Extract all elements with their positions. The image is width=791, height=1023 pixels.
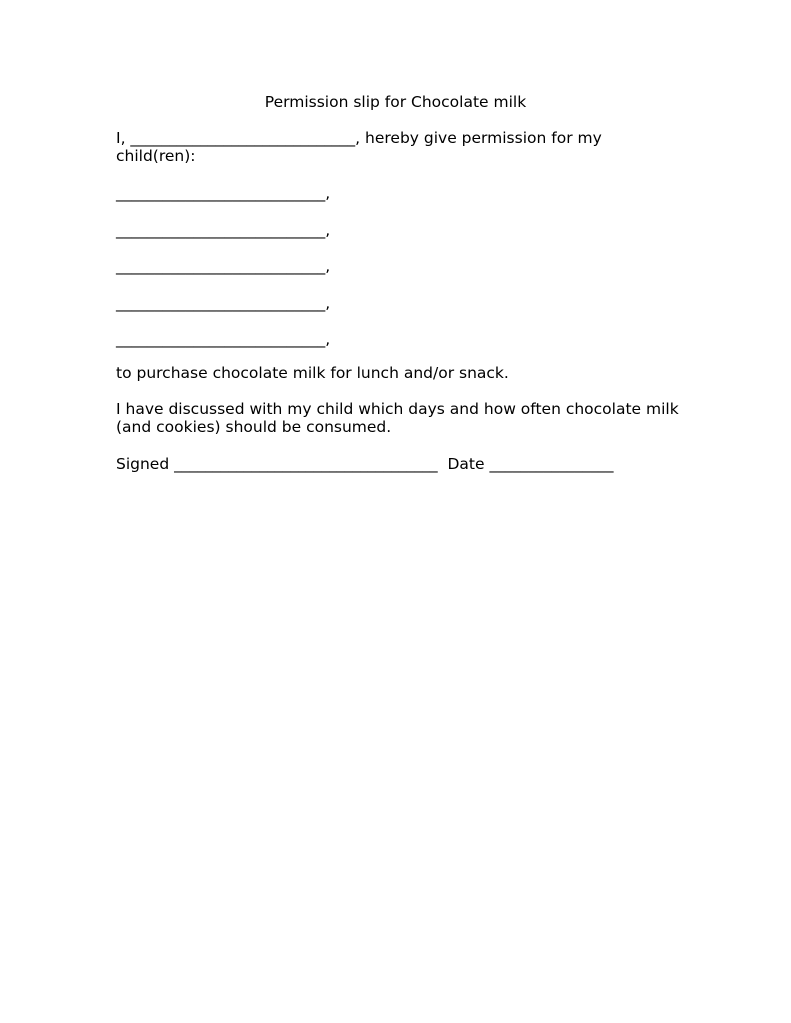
discussion-line-1: I have discussed with my child which days and how often chocolate milk xyxy=(116,400,679,418)
child-name-line-2: ___________________________, xyxy=(116,221,331,239)
document-title: Permission slip for Chocolate milk xyxy=(264,93,527,111)
child-name-line-4: ___________________________, xyxy=(116,294,331,312)
child-name-line-1: ___________________________, xyxy=(116,184,331,202)
discussion-line-2: (and cookies) should be consumed. xyxy=(116,418,392,436)
purpose-text: to purchase chocolate milk for lunch and/or snack. xyxy=(116,364,509,382)
signature-date-line: Signed __________________________________ Date ________________ xyxy=(116,455,614,473)
child-name-line-3: ___________________________, xyxy=(116,257,331,275)
intro-line-2: child(ren): xyxy=(116,147,196,165)
child-name-line-5: ___________________________, xyxy=(116,330,331,348)
intro-line-1: I, _____________________________, hereby give permission for my xyxy=(116,129,602,147)
